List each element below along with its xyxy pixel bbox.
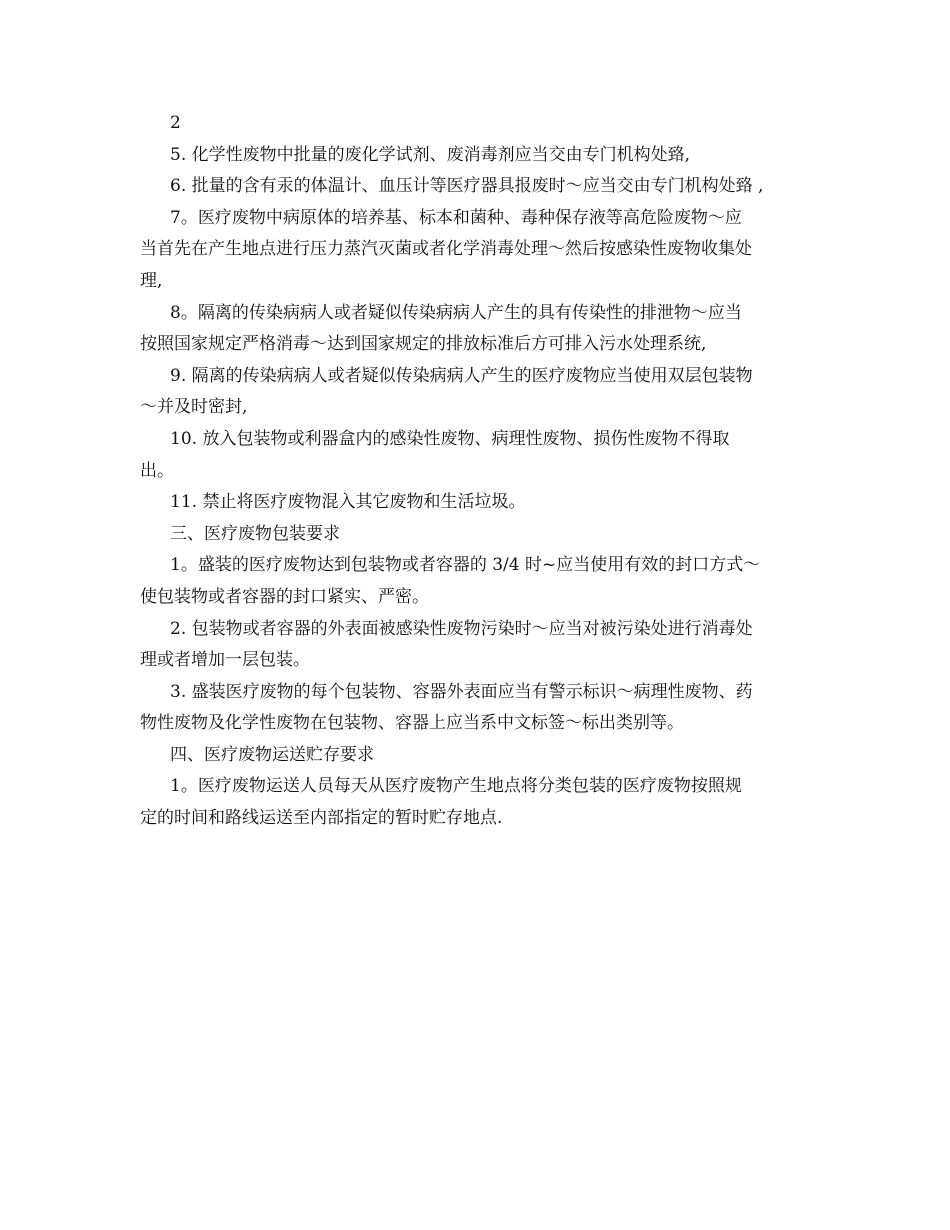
document-line: 1。盛装的医疗废物达到包装物或者容器的 3/4 时~应当使用有效的封口方式～	[170, 555, 761, 576]
document-line: 理,	[140, 270, 163, 291]
document-line: 10. 放入包装物或利器盒内的感染性废物、病理性废物、损伤性废物不得取	[170, 428, 730, 449]
document-line: 按照国家规定严格消毒～达到国家规定的排放标准后方可排入污水处理系统,	[140, 334, 707, 355]
document-line: 使包装物或者容器的封口紧实、严密。	[140, 586, 429, 607]
document-line: 6. 批量的含有汞的体温计、血压计等医疗器具报废时～应当交由专门机构处臵 ,	[170, 176, 764, 197]
document-line: 11. 禁止将医疗废物混入其它废物和生活垃圾。	[170, 492, 526, 513]
document-line: 当首先在产生地点进行压力蒸汽灭菌或者化学消毒处理～然后按感染性废物收集处	[140, 239, 752, 260]
document-line: 1。医疗废物运送人员每天从医疗废物产生地点将分类包装的医疗废物按照规	[170, 776, 742, 797]
document-line: 7。医疗废物中病原体的培养基、标本和菌种、毒种保存液等高危险废物～应	[170, 207, 742, 228]
document-line: 三、医疗废物包装要求	[170, 523, 340, 544]
document-line: 理或者增加一层包装。	[140, 650, 310, 671]
document-line: 定的时间和路线运送至内部指定的暂时贮存地点.	[140, 808, 503, 829]
document-line: 3. 盛装医疗废物的每个包装物、容器外表面应当有警示标识～病理性废物、药	[170, 681, 753, 702]
document-line: 8。隔离的传染病病人或者疑似传染病病人产生的具有传染性的排泄物～应当	[170, 302, 742, 323]
document-line: 2. 包装物或者容器的外表面被感染性废物污染时～应当对被污染处进行消毒处	[170, 618, 753, 639]
document-line: 物性废物及化学性废物在包装物、容器上应当系中文标签～标出类别等。	[140, 713, 684, 734]
document-line: 5. 化学性废物中批量的废化学试剂、废消毒剂应当交由专门机构处臵,	[170, 144, 691, 165]
document-line: 出。	[140, 460, 174, 481]
document-line: 9. 隔离的传染病病人或者疑似传染病病人产生的医疗废物应当使用双层包装物	[170, 365, 753, 386]
document-line: 四、医疗废物运送贮存要求	[170, 744, 374, 765]
document-line: 2	[170, 113, 181, 133]
document-body	[140, 108, 820, 835]
document-line: ～并及时密封,	[140, 397, 248, 418]
